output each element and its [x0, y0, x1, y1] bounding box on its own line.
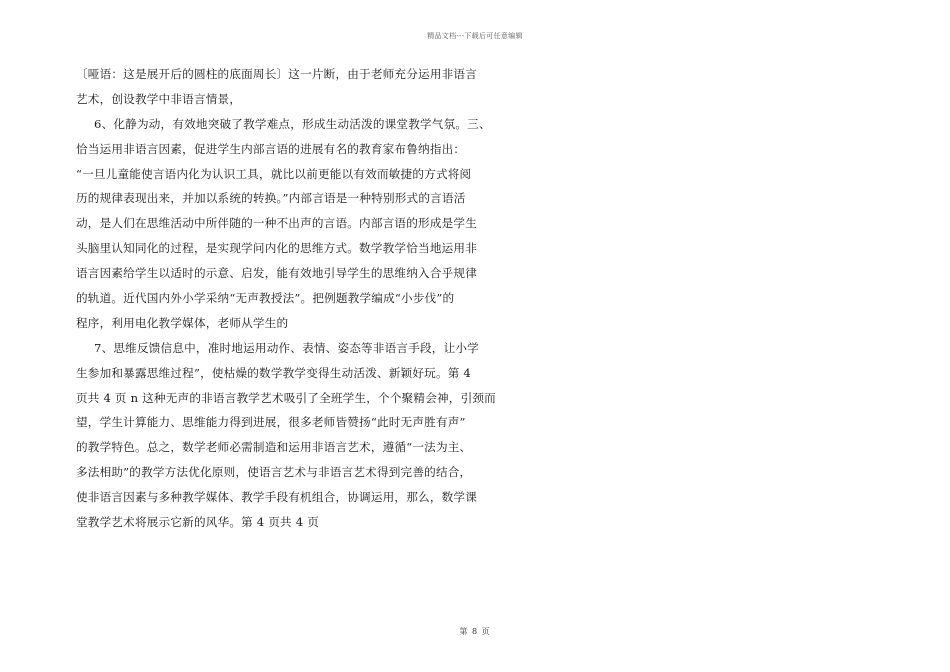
- text-line: 多法相助”的教学方法优化原则，使语言艺术与非语言艺术得到完善的结合，: [76, 465, 472, 480]
- text-line: 程序，利用电化教学媒体，老师从学生的: [76, 315, 289, 330]
- text-line: 的教学特色。总之，数学老师必需制造和运用非语言艺术，遵循“一法为主、: [76, 440, 472, 455]
- page-number: 第 8 页: [459, 627, 491, 636]
- text-line: 语言因素给学生以适时的示意、启发，能有效地引导学生的思维纳入合乎规律: [76, 266, 477, 281]
- text-line: 使非语言因素与多种教学媒体、教学手段有机组合，协调运用，那么，数学课: [76, 490, 477, 505]
- text-line: 页共 4 页 n 这种无声的非语言教学艺术吸引了全班学生，个个聚精会神，引颈而: [76, 390, 496, 405]
- text-line: 7、思维反馈信息中，准时地运用动作、表情、姿态等非语言手段，让小学: [94, 340, 479, 355]
- text-line: 头脑里认知同化的过程，是实现学问内化的思维方式。数学教学恰当地运用非: [76, 241, 477, 256]
- text-line: 历的规律表现出来，并加以系统的转换。”内部言语是一种特别形式的言语活: [76, 191, 466, 206]
- text-line: 动，是人们在思维活动中所伴随的一种不出声的言语。内部言语的形成是学生: [76, 216, 477, 231]
- text-line: 恰当运用非语言因素，促进学生内部言语的进展有名的教育家布鲁纳指出：: [76, 141, 466, 156]
- text-line: 〔哑语：这是展开后的圆柱的底面周长〕这一片断，由于老师充分运用非语言: [76, 67, 477, 81]
- document-body: [76, 62, 496, 535]
- text-line: 望，学生计算能力、思维能力得到进展，很多老师皆赞扬“此时无声胜有声”: [76, 415, 466, 430]
- text-line: 生参加和暴露思维过程”，使枯燥的数学教学变得生动活泼、新颖好玩。第 4: [76, 365, 471, 380]
- page-header: 精品文档---下载后可任意编辑: [427, 32, 523, 40]
- text-line: 6、化静为动，有效地突破了教学难点，形成生动活泼的课堂教学气氛。三、: [94, 116, 491, 131]
- text-line: 堂教学艺术将展示它新的风华。第 4 页共 4 页: [76, 515, 319, 530]
- text-line: 的轨道。近代国内外小学采纳“无声教授法”。把例题教学编成“小步伐”的: [76, 291, 455, 306]
- text-line: “一旦儿童能使言语内化为认识工具，就比以前更能以有效而敏捷的方式将阅: [76, 166, 472, 181]
- text-line: 艺术，创设教学中非语言情景，: [76, 91, 242, 106]
